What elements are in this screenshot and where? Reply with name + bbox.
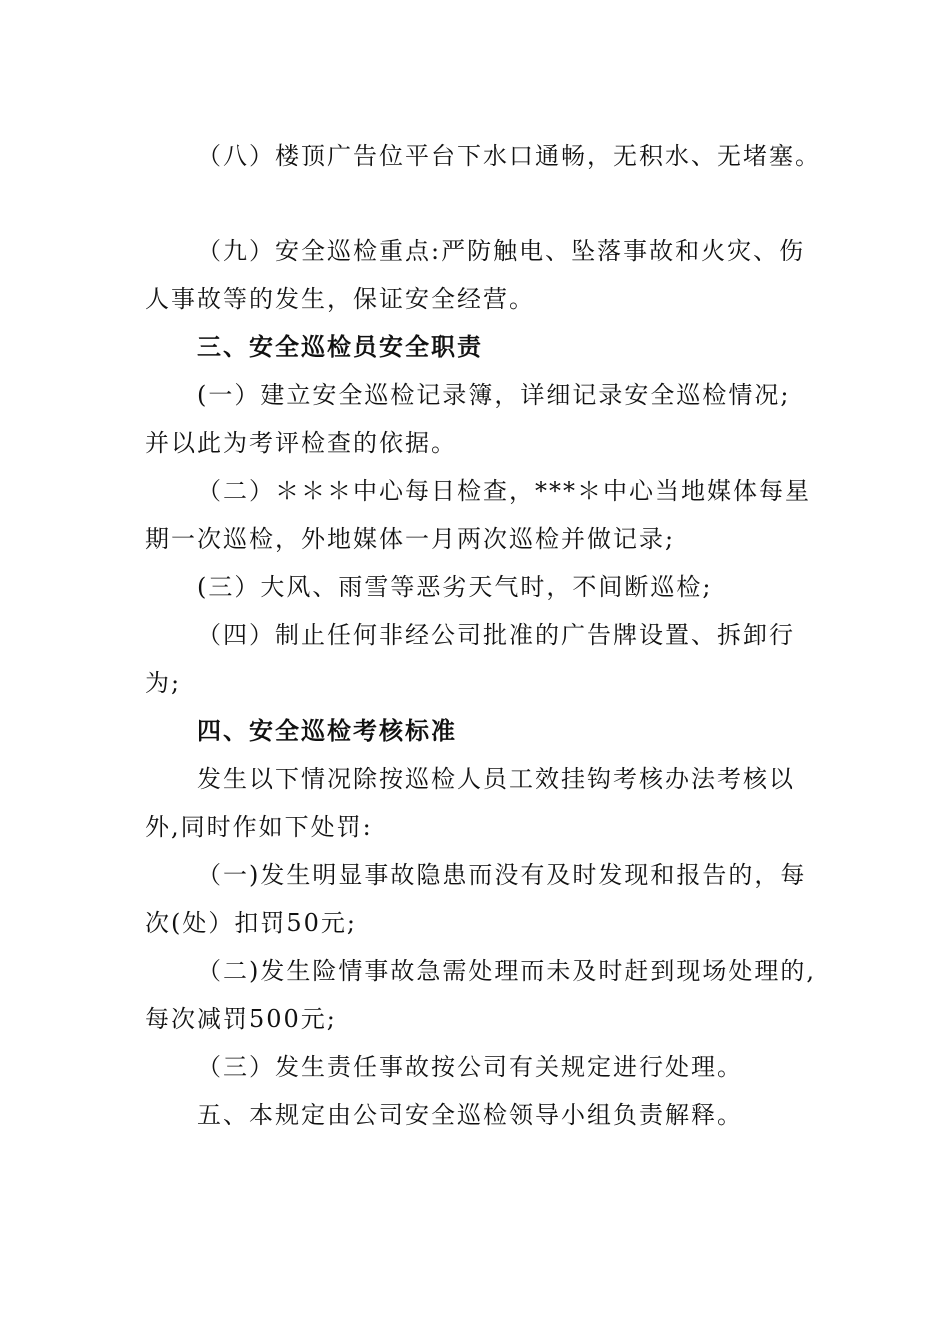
section-4-intro-line-2: 外,同时作如下处罚: <box>145 813 373 841</box>
clause-9-line-1: （九）安全巡检重点:严防触电、坠落事故和火灾、伤 <box>197 237 806 265</box>
section-3-heading: 三、安全巡检员安全职责 <box>197 332 483 361</box>
clause-9-line-2: 人事故等的发生，保证安全经营。 <box>145 285 535 313</box>
section-3-item-3: (三）大风、雨雪等恶劣天气时，不间断巡检; <box>197 573 713 601</box>
clause-8: （八）楼顶广告位平台下水口通畅，无积水、无堵塞。 <box>197 142 821 170</box>
section-4-heading: 四、安全巡检考核标准 <box>197 716 457 745</box>
section-4-item-1-line-2: 次(处）扣罚50元; <box>145 909 357 937</box>
section-3-item-1-line-2: 并以此为考评检查的依据。 <box>145 429 457 457</box>
section-3-item-2-line-2: 期一次巡检，外地媒体一月两次巡检并做记录; <box>145 525 676 553</box>
section-4-item-2-line-2: 每次减罚500元; <box>145 1005 337 1033</box>
section-3-item-2-line-1: （二）＊＊＊中心每日检查，***＊中心当地媒体每星 <box>197 477 811 505</box>
section-4-item-2-line-1: （二)发生险情事故急需处理而未及时赶到现场处理的, <box>197 957 816 985</box>
section-3-item-4-line-2: 为; <box>145 669 182 697</box>
section-3-item-1-line-1: (一）建立安全巡检记录簿，详细记录安全巡检情况; <box>197 381 791 409</box>
section-5: 五、本规定由公司安全巡检领导小组负责解释。 <box>197 1101 743 1129</box>
section-4-intro-line-1: 发生以下情况除按巡检人员工效挂钩考核办法考核以 <box>197 765 795 793</box>
section-3-item-4-line-1: （四）制止任何非经公司批准的广告牌设置、拆卸行 <box>197 621 795 649</box>
section-4-item-1-line-1: （一)发生明显事故隐患而没有及时发现和报告的，每 <box>197 861 807 889</box>
section-4-item-3: （三）发生责任事故按公司有关规定进行处理。 <box>197 1053 743 1081</box>
